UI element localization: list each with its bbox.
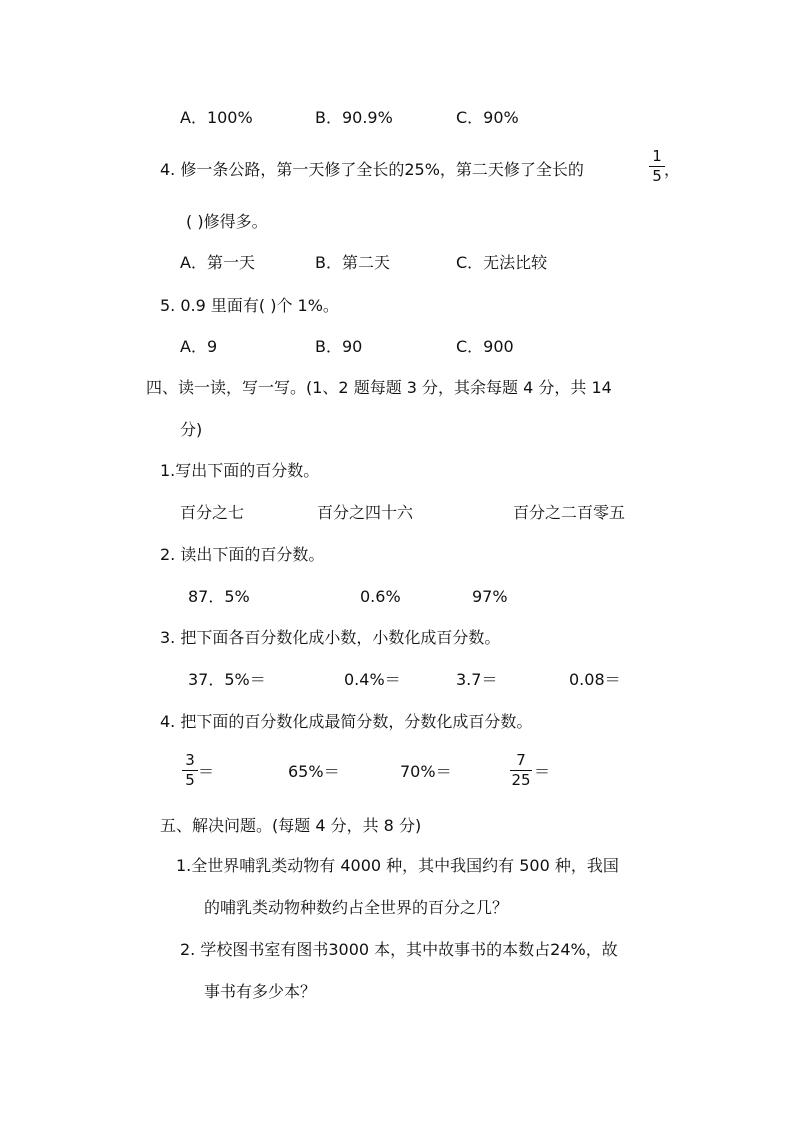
q3-option-b: B．90.9% — [315, 108, 393, 127]
s4-p3-item-3: 3.7＝ — [456, 670, 498, 689]
q4-blank-line: ( )修得多。 — [186, 212, 268, 231]
section4-heading-cont: 分) — [180, 420, 203, 439]
q5-option-b: B．90 — [315, 337, 363, 356]
q4-fraction — [649, 148, 665, 185]
s4-p2-title: 2. 读出下面的百分数。 — [160, 545, 325, 564]
s4-p1-item-2: 百分之四十六 — [317, 503, 414, 522]
s4-p2-item-2: 0.6% — [360, 587, 401, 606]
s4-p3-item-4: 0.08＝ — [569, 670, 621, 689]
q5-option-c: C．900 — [456, 337, 514, 356]
s4-p4-title: 4. 把下面的百分数化成最简分数，分数化成百分数。 — [160, 712, 533, 731]
q4-fraction-denominator: 5 — [652, 167, 662, 185]
q4-prompt: 4. 修一条公路，第一天修了全长的25%，第二天修了全长的 — [160, 160, 584, 179]
s4-p1-item-3: 百分之二百零五 — [513, 503, 626, 522]
q4-comma: ， — [664, 160, 681, 179]
s4-p3-item-1: 37．5%＝ — [188, 670, 266, 689]
q4-option-c: C．无法比较 — [456, 253, 548, 272]
s5-p2-line-2: 事书有多少本？ — [204, 982, 317, 1001]
s4-p4-fraction-2-denominator: 25 — [511, 771, 531, 789]
s4-p4-fraction-2 — [510, 752, 532, 789]
q3-option-c: C．90% — [456, 108, 519, 127]
s4-p2-item-3: 97% — [472, 587, 508, 606]
q5-option-a: A．9 — [180, 337, 218, 356]
s4-p1-item-1: 百分之七 — [180, 503, 245, 522]
s4-p4-fraction-2-numerator: 7 — [516, 751, 526, 769]
s4-p4-eq-2: ＝ — [534, 762, 551, 781]
s4-p4-fraction-1-numerator: 3 — [185, 751, 195, 769]
s4-p4-item-2: 70%＝ — [400, 762, 452, 781]
s4-p4-fraction-1 — [182, 752, 198, 789]
s4-p1-title: 1.写出下面的百分数。 — [160, 461, 320, 480]
q4-option-b: B．第二天 — [315, 253, 390, 272]
q5-prompt: 5. 0.9 里面有( )个 1%。 — [160, 296, 339, 315]
s5-p1-line-1: 1.全世界哺乳类动物有 4000 种，其中我国约有 500 种，我国 — [176, 856, 619, 875]
s5-p2-line-1: 2. 学校图书室有图书3000 本，其中故事书的本数占24%，故 — [180, 940, 618, 959]
s4-p2-item-1: 87．5% — [188, 587, 250, 606]
s4-p4-fraction-1-denominator: 5 — [185, 771, 195, 789]
q4-option-a: A．第一天 — [180, 253, 255, 272]
s4-p3-title: 3. 把下面各百分数化成小数，小数化成百分数。 — [160, 628, 501, 647]
s4-p4-item-1: 65%＝ — [288, 762, 340, 781]
s4-p4-eq-1: ＝ — [198, 762, 215, 781]
section5-heading: 五、解决问题。(每题 4 分，共 8 分) — [160, 816, 422, 835]
q3-option-a: A．100% — [180, 108, 253, 127]
section4-heading: 四、读一读，写一写。(1、2 题每题 3 分，其余每题 4 分，共 14 — [146, 378, 612, 397]
s4-p3-item-2: 0.4%＝ — [344, 670, 401, 689]
s5-p1-line-2: 的哺乳类动物种数约占全世界的百分之几？ — [204, 898, 509, 917]
q4-fraction-numerator: 1 — [652, 147, 662, 165]
